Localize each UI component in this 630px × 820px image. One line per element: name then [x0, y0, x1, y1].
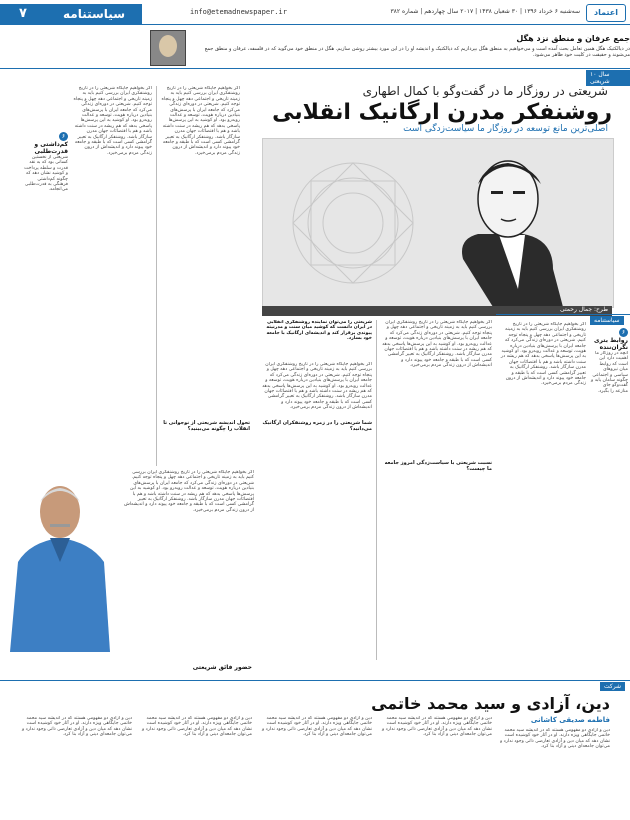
- page-number: ۷: [0, 4, 46, 24]
- shariati-illustration: [262, 138, 614, 308]
- article-subhead: اصلی‌ترین مانع توسعه در روزگار ما سیاست‌زدگی است: [403, 124, 608, 134]
- article-column-3: اگر بخواهیم جایگاه شریعتی را در تاریخ روشنفکری ایران بررسی کنیم باید به زمینه تاریخی و اجتماعی دهه چهل و پنجاه توجه کنیم. شریعتی در دوره‌ای زندگی می‌کرد که جامعه ایران با پرسش‌های بنیادین درباره هویت، توسعه و عدالت روبه‌رو بود. او کوشید به این پرسش‌ها پاسخی بدهد که هم ریشه در سنت داشته باشد و هم با اقتضائات جهان مدرن سازگار باشد. روشنفکر ارگانیک به تعبیر گرامشی کسی است که با طبقه و جامعه خود پیوند دارد و اندیشه‌اش از درون زندگی مردم برمی‌خیزد.: [262, 362, 372, 411]
- right-sidebox-title: روابط بتری نگران‌ننده: [594, 337, 628, 351]
- portrait-illustration-icon: [263, 139, 613, 307]
- article-column-4: اگر بخواهیم جایگاه شریعتی را در تاریخ روشنفکری ایران بررسی کنیم باید به زمینه تاریخی و اجتماعی دهه چهل و پنجاه توجه کنیم. شریعتی در دوره‌ای زندگی می‌کرد که جامعه ایران با پرسش‌های بنیادین درباره هویت، توسعه و عدالت روبه‌رو بود. او کوشید به این پرسش‌ها پاسخی بدهد که هم ریشه در سنت داشته باشد و هم با اقتضائات جهان مدرن سازگار باشد. روشنفکر ارگانیک به تعبیر گرامشی کسی است که با طبقه و جامعه خود پیوند دارد و اندیشه‌اش از درون زندگی مردم برمی‌خیزد.: [382, 320, 492, 369]
- caption-text: طرح: جمال رحمتی: [559, 306, 608, 313]
- left-sidebox-title: کم‌داشتی و قدرت‌طلبی: [34, 141, 68, 155]
- man-photo-icon: [0, 472, 120, 652]
- bottom-column-5: دین و آزادی دو مفهومی هستند که در اندیشه سید محمد خاتمی جایگاهی ویژه دارند. او در آثار خود کوشیده است نشان دهد که میان دین و آزادی تعارضی ذاتی وجود ندارد و می‌توان جامعه‌ای دینی و آزاد بنا کرد.: [21, 716, 132, 738]
- bottom-headline: دین، آزادی و سید محمد خاتمی: [371, 694, 610, 713]
- question-1: شما شریعتی را در زمره روشنفکران ارگانیک می‌دانید؟: [262, 420, 372, 432]
- bottom-column-3: دین و آزادی دو مفهومی هستند که در اندیشه سید محمد خاتمی جایگاهی ویژه دارند. او در آثار خود کوشیده است نشان دهد که میان دین و آزادی تعارضی ذاتی وجود ندارد و می‌توان جامعه‌ای دینی و آزاد بنا کرد.: [261, 716, 372, 738]
- photo-caption: حضور فائق شریعتی: [192, 664, 252, 671]
- article-lead: شریعتی را می‌توان نماینده روشنفکری انقلابی در ایران دانست که کوشید میان سنت و مدرنیته پیوندی برقرار کند و اندیشه‌ای ارگانیک با جامعه خود بسازد.: [266, 320, 372, 342]
- section-title: سیاستنامه: [46, 4, 142, 24]
- section-divider: [0, 68, 630, 69]
- main-section-tag: ۱۰ سال شریعتی: [586, 70, 630, 86]
- right-sidebox: [590, 328, 628, 461]
- author-photo: [0, 472, 120, 652]
- portrait-face-icon: [159, 35, 177, 57]
- sidebar-section-tag: سیاستنامه: [590, 316, 624, 325]
- article-kicker: شریعتی در روزگار ما در گفت‌وگو با کمال اطهاری: [362, 84, 608, 98]
- column-divider: [156, 86, 157, 466]
- bottom-column-4: دین و آزادی دو مفهومی هستند که در اندیشه سید محمد خاتمی جایگاهی ویژه دارند. او در آثار خود کوشیده است نشان دهد که میان دین و آزادی تعارضی ذاتی وجود ندارد و می‌توان جامعه‌ای دینی و آزاد بنا کرد.: [141, 716, 252, 738]
- bottom-section-tag: شرکت: [600, 682, 625, 691]
- article-column-2: اگر بخواهیم جایگاه شریعتی را در تاریخ روشنفکری ایران بررسی کنیم باید به زمینه تاریخی و اجتماعی دهه چهل و پنجاه توجه کنیم. شریعتی در دوره‌ای زندگی می‌کرد که جامعه ایران با پرسش‌های بنیادین درباره هویت، توسعه و عدالت روبه‌رو بود. او کوشید به این پرسش‌ها پاسخی بدهد که هم ریشه در سنت داشته باشد و هم با اقتضائات جهان مدرن سازگار باشد. روشنفکر ارگانیک به تعبیر گرامشی کسی است که با طبقه و جامعه خود پیوند دارد و اندیشه‌اش از درون زندگی مردم برمی‌خیزد.: [161, 86, 240, 156]
- sidebar-rule: [496, 314, 630, 315]
- newspaper-logo: اعتماد: [586, 4, 626, 22]
- right-sidebox-text: آنچه در روزگار ما اهمیت دارد این است که روابط میان نیروهای سیاسی و اجتماعی چگونه سامان یابد و گفت‌وگو جای منازعه را بگیرد.: [591, 351, 628, 394]
- article-column-1: اگر بخواهیم جایگاه شریعتی را در تاریخ روشنفکری ایران بررسی کنیم باید به زمینه تاریخی و اجتماعی دهه چهل و پنجاه توجه کنیم. شریعتی در دوره‌ای زندگی می‌کرد که جامعه ایران با پرسش‌های بنیادین درباره هویت، توسعه و عدالت روبه‌رو بود. او کوشید به این پرسش‌ها پاسخی بدهد که هم ریشه در سنت داشته باشد و هم با اقتضائات جهان مدرن سازگار باشد. روشنفکر ارگانیک به تعبیر گرامشی کسی است که با طبقه و جامعه خود پیوند دارد و اندیشه‌اش از درون زندگی مردم برمی‌خیزد.: [73, 86, 152, 156]
- intro-text: در دیالکتیک هگل همین تعامل بحث آمده است و می‌خواهیم به منطق هگل بپردازیم که دیالکتیک و اندیشه او را در این مورد بیشتر روشن سازیم. هگل در منطق خود می‌گوید که در فلسفه، عرفان و منطق جمع می‌شوند و حقیقت در کلیت خود ظاهر می‌شود.: [204, 46, 630, 58]
- quote-circle-icon: ۶: [59, 132, 68, 141]
- article-column-5: اگر بخواهیم جایگاه شریعتی را در تاریخ روشنفکری ایران بررسی کنیم باید به زمینه تاریخی و اجتماعی دهه چهل و پنجاه توجه کنیم. شریعتی در دوره‌ای زندگی می‌کرد که جامعه ایران با پرسش‌های بنیادین درباره هویت، توسعه و عدالت روبه‌رو بود. او کوشید به این پرسش‌ها پاسخی بدهد که هم ریشه در سنت داشته باشد و هم با اقتضائات جهان مدرن سازگار باشد. روشنفکر ارگانیک به تعبیر گرامشی کسی است که با طبقه و جامعه خود پیوند دارد و اندیشه‌اش از درون زندگی مردم برمی‌خیزد.: [124, 470, 254, 513]
- column-divider: [376, 320, 377, 660]
- hegel-portrait: [150, 30, 186, 66]
- contact-email[interactable]: info@etemadnewspaper.ir: [190, 8, 287, 16]
- left-sidebox-text: شریعتی از نخستین کسانی بود که به نقد قدرت و سلطه پرداخت و کوشید نشان دهد که چگونه کم‌داشتی فرهنگی به قدرت‌طلبی می‌انجامد.: [24, 155, 68, 193]
- bottom-author: فاطمه صدیقی کاشانی: [530, 716, 610, 724]
- question-2: نسبت شریعتی با سیاست‌زدگی امروز جامعه ما چیست؟: [384, 460, 492, 472]
- intro-title: جمع عرفان و منطق نزد هگل: [516, 34, 630, 43]
- sidebar-column: اگر بخواهیم جایگاه شریعتی را در تاریخ روشنفکری ایران بررسی کنیم باید به زمینه تاریخی و اجتماعی دهه چهل و پنجاه توجه کنیم. شریعتی در دوره‌ای زندگی می‌کرد که جامعه ایران با پرسش‌های بنیادین درباره هویت، توسعه و عدالت روبه‌رو بود. او کوشید به این پرسش‌ها پاسخی بدهد که هم ریشه در سنت داشته باشد و هم با اقتضائات جهان مدرن سازگار باشد. روشنفکر ارگانیک به تعبیر گرامشی کسی است که با طبقه و جامعه خود پیوند دارد و اندیشه‌اش از درون زندگی مردم برمی‌خیزد.: [500, 322, 586, 387]
- bottom-column-1: دین و آزادی دو مفهومی هستند که در اندیشه سید محمد خاتمی جایگاهی ویژه دارند. او در آثار خود کوشیده است نشان دهد که میان دین و آزادی تعارضی ذاتی وجود ندارد و می‌توان جامعه‌ای دینی و آزاد بنا کرد.: [500, 728, 610, 750]
- bottom-divider: [0, 680, 630, 681]
- left-sidebox: [22, 132, 68, 245]
- question-3: تحول اندیشه شریعتی از نوجوانی تا انقلاب را چگونه می‌بینید؟: [163, 420, 250, 432]
- article-headline: روشنفکر مدرن ارگانیک انقلابی: [272, 100, 612, 125]
- quote-circle-icon: ۶: [619, 328, 628, 337]
- bottom-column-2: دین و آزادی دو مفهومی هستند که در اندیشه سید محمد خاتمی جایگاهی ویژه دارند. او در آثار خود کوشیده است نشان دهد که میان دین و آزادی تعارضی ذاتی وجود ندارد و می‌توان جامعه‌ای دینی و آزاد بنا کرد.: [381, 716, 492, 738]
- dateline: سه‌شنبه ۶ خرداد ۱۳۹۶ | ۳۰ شعبان ۱۴۳۸ | ۲۰۱۷ سال چهاردهم | شماره ۳۸۲: [390, 8, 580, 15]
